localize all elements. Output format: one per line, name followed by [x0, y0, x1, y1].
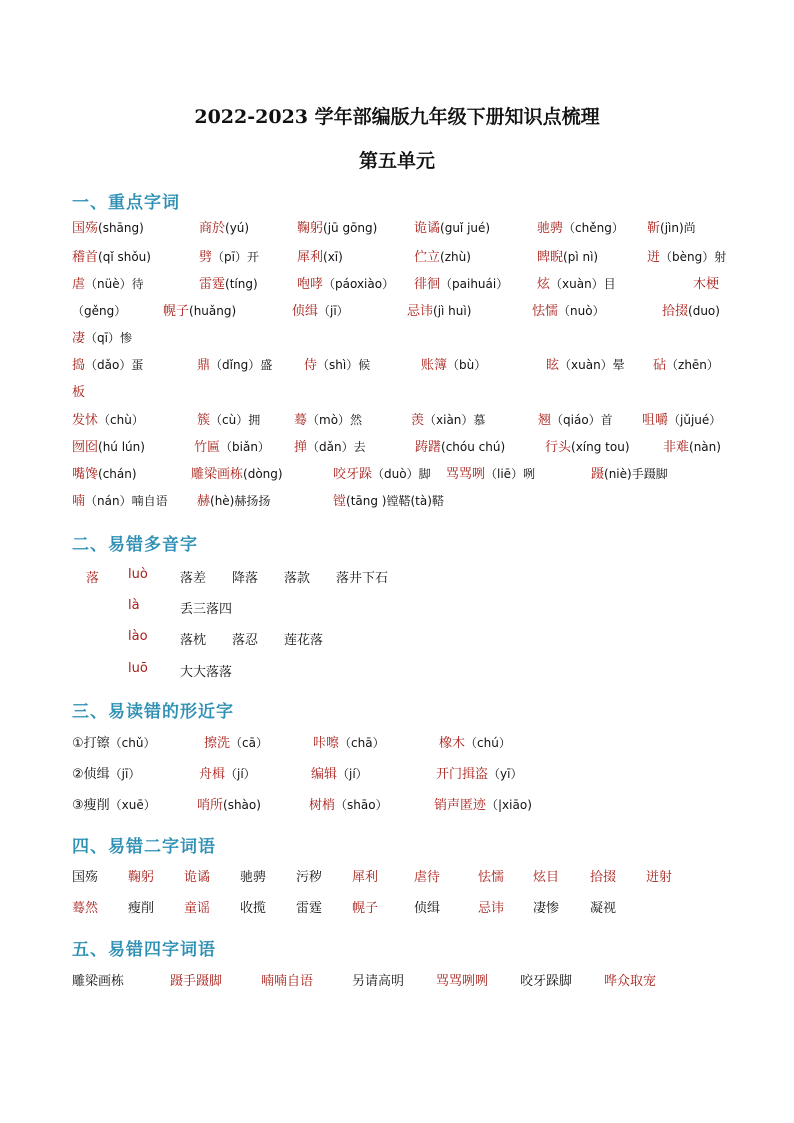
pinyin-text: （dǎo）蛋 — [85, 358, 144, 372]
word-text: 赫 — [197, 494, 211, 509]
word-text: 徘徊 — [414, 277, 441, 292]
word-text: 凄 — [72, 331, 86, 346]
similar-chars-row — [0, 764, 794, 786]
pinyin-text: （cā） — [230, 736, 268, 750]
word-item — [72, 247, 151, 268]
word-item — [662, 301, 720, 322]
pinyin-text: （qiáo）首 — [551, 413, 613, 427]
word-text: 怯懦 — [532, 304, 559, 319]
pinyin-text: (nàn) — [689, 440, 721, 454]
word-item: 炫目 — [533, 870, 560, 885]
word-item — [72, 301, 126, 322]
word-item: 童谣 — [184, 901, 211, 916]
pinyin-text: (shào) — [223, 798, 261, 812]
word-item: 拾掇 — [590, 870, 617, 885]
word-item: 虐待 — [414, 870, 441, 885]
word-item — [199, 247, 259, 268]
word-item — [439, 733, 511, 754]
word-text: 迸 — [647, 250, 661, 265]
word-item: 瘦削 — [128, 901, 155, 916]
document-title: 2022-2023 学年部编版九年级下册知识点梳理 — [194, 106, 600, 128]
word-text: 囫囵 — [72, 440, 99, 455]
word-item: 幌子 — [352, 901, 379, 916]
pinyin-text: （xuàn）晕 — [559, 358, 625, 372]
word-text: 虐 — [72, 277, 86, 292]
word-text: 板 — [72, 385, 86, 400]
similar-chars-row — [0, 733, 794, 755]
word-item: 侦缉 — [414, 901, 441, 916]
word-item: 雕梁画栋 — [72, 974, 125, 989]
word-item — [72, 795, 156, 816]
word-text: 翘 — [538, 413, 552, 428]
pinyin-text: （jī） — [318, 304, 349, 318]
word-item — [197, 355, 272, 376]
polyphone-reading: luò — [128, 567, 148, 582]
word-item — [163, 301, 236, 322]
key-words-row — [0, 491, 794, 513]
pinyin-text: （paihuái） — [440, 277, 509, 291]
pinyin-text: （jí） — [225, 767, 256, 781]
word-text: 蓦 — [294, 413, 308, 428]
word-text: 镗 — [333, 494, 347, 509]
pinyin-text: （shāo） — [335, 798, 388, 812]
pinyin-text: （shì）候 — [317, 358, 371, 372]
polyphone-words: 落枕 落忍 莲花落 — [180, 633, 324, 648]
word-text: ③瘦削 — [72, 798, 110, 813]
word-text: 砧 — [653, 358, 667, 373]
pinyin-text: (tíng) — [225, 277, 258, 291]
word-item — [197, 491, 270, 512]
word-text: 竹匾 — [194, 440, 221, 455]
word-item — [642, 410, 721, 431]
section-heading-polyphones: 二、易错多音字 — [72, 535, 198, 555]
four-char-row — [0, 972, 794, 994]
pinyin-text: (pì nì) — [563, 250, 599, 264]
pinyin-text: (niè)手蹑脚 — [604, 467, 668, 481]
word-text: 编辑 — [311, 767, 338, 782]
word-text: 国殇 — [72, 221, 99, 236]
word-item — [204, 733, 268, 754]
key-words-row — [0, 218, 794, 240]
word-item — [647, 218, 696, 239]
word-item: 雷霆 — [296, 901, 323, 916]
word-item — [72, 733, 155, 754]
pinyin-text: （nuò） — [558, 304, 605, 318]
word-item — [653, 355, 719, 376]
word-item — [414, 247, 471, 268]
pinyin-text: （gěng） — [72, 304, 127, 318]
word-item — [532, 301, 605, 322]
word-text: 咆哮 — [297, 277, 324, 292]
word-item — [72, 355, 143, 376]
word-text: 幌子 — [163, 304, 190, 319]
key-words-row — [0, 382, 794, 404]
pinyin-text: （xuàn）目 — [550, 277, 616, 291]
section-heading-two-char-words: 四、易错二字词语 — [72, 837, 216, 857]
word-item — [538, 410, 613, 431]
word-item — [199, 764, 256, 785]
word-item — [434, 795, 532, 816]
word-item: 怯懦 — [478, 870, 505, 885]
pinyin-text: （dǐng）盛 — [210, 358, 273, 372]
key-words-row — [0, 355, 794, 377]
word-text: 舟楫 — [199, 767, 226, 782]
word-text: 簇 — [197, 413, 211, 428]
polyphone-reading: lào — [128, 629, 148, 644]
pinyin-text: (xī) — [323, 250, 343, 264]
key-words-row — [0, 437, 794, 459]
word-text: 睥睨 — [537, 250, 564, 265]
word-item — [297, 218, 377, 239]
pinyin-text: (hè)赫扬扬 — [210, 494, 271, 508]
pinyin-text: (yú) — [225, 221, 250, 235]
pinyin-text: （mò）然 — [307, 413, 363, 427]
word-item — [537, 247, 598, 268]
word-item — [199, 218, 249, 239]
word-item: 国殇 — [72, 870, 99, 885]
word-text: 非难 — [663, 440, 690, 455]
word-item — [294, 410, 362, 431]
word-item — [297, 274, 394, 295]
word-text: 忌讳 — [407, 304, 434, 319]
word-item: 迸射 — [646, 870, 673, 885]
pinyin-text: （cù）拥 — [210, 413, 261, 427]
word-text: 捣 — [72, 358, 86, 373]
pinyin-text: (tāng )镗鞳(tà)鞳 — [346, 494, 444, 508]
word-text: 咀嚼 — [642, 413, 669, 428]
pinyin-text: (jì huì) — [433, 304, 472, 318]
word-text: 鞠躬 — [297, 221, 324, 236]
word-item — [72, 382, 85, 403]
word-text: 踌躇 — [415, 440, 442, 455]
pinyin-text: （biǎn） — [220, 440, 270, 454]
word-text: 稽首 — [72, 250, 99, 265]
word-item — [313, 733, 385, 754]
polyphone-reading: luō — [128, 661, 148, 676]
word-text: ②侦缉 — [72, 767, 110, 782]
polyphone-words: 落差 降落 落款 落井下石 — [180, 571, 389, 586]
word-text: 鼎 — [197, 358, 211, 373]
word-item — [72, 410, 144, 431]
word-item — [663, 437, 721, 458]
key-words-row — [0, 247, 794, 269]
word-item: 犀利 — [352, 870, 379, 885]
word-text: 掸 — [294, 440, 308, 455]
word-item — [72, 491, 168, 512]
word-item: 诡谲 — [184, 870, 211, 885]
key-words-row — [0, 410, 794, 432]
word-text: 树梢 — [309, 798, 336, 813]
key-words-row — [0, 301, 794, 323]
word-item — [197, 795, 261, 816]
word-text: 侦缉 — [292, 304, 319, 319]
word-item — [199, 274, 258, 295]
polyphone-reading: là — [128, 598, 140, 613]
word-item — [591, 464, 668, 485]
word-text: 靳 — [647, 221, 661, 236]
polyphone-words: 丢三落四 — [180, 602, 233, 617]
pinyin-text: （jǔjué） — [668, 413, 722, 427]
word-text: 开门揖盗 — [436, 767, 489, 782]
word-text: 雷霆 — [199, 277, 226, 292]
polyphone-words: 大大落落 — [180, 665, 233, 680]
word-item — [197, 410, 260, 431]
pinyin-text: （páoxiào） — [323, 277, 395, 291]
word-item — [545, 437, 630, 458]
pinyin-text: (dòng) — [243, 467, 283, 481]
pinyin-text: （qī）惨 — [85, 331, 132, 345]
pinyin-text: (jìn)尚 — [660, 221, 696, 235]
pinyin-text: (chóu chú) — [441, 440, 506, 454]
word-text: 喃 — [72, 494, 86, 509]
polyphone-char: 落 — [86, 571, 100, 586]
word-item — [191, 464, 283, 485]
word-text: 咬牙跺 — [333, 467, 373, 482]
pinyin-text: (hú lún) — [98, 440, 145, 454]
word-item — [72, 464, 137, 485]
pinyin-text: (xíng tou) — [571, 440, 630, 454]
word-text: 发怵 — [72, 413, 99, 428]
two-char-row — [0, 899, 794, 921]
pinyin-text: (duo) — [688, 304, 720, 318]
word-text: ①打镲 — [72, 736, 110, 751]
word-item: 凄惨 — [533, 901, 560, 916]
word-text: 羡 — [411, 413, 425, 428]
pinyin-text: （chǔ） — [109, 736, 156, 750]
pinyin-text: (huǎng) — [189, 304, 237, 318]
word-item — [292, 301, 349, 322]
word-item: 喃喃自语 — [261, 974, 314, 989]
pinyin-text: (zhù) — [440, 250, 471, 264]
word-item — [72, 328, 132, 349]
word-item — [414, 274, 508, 295]
word-item: 蓦然 — [72, 901, 99, 916]
key-words-row — [0, 274, 794, 296]
unit-title: 第五单元 — [358, 150, 435, 172]
word-item: 蹑手蹑脚 — [170, 974, 223, 989]
pinyin-text: （pī）开 — [212, 250, 259, 264]
word-text: 骂骂咧 — [446, 467, 486, 482]
pinyin-text: （yī） — [488, 767, 523, 781]
pinyin-text: （nán）喃自语 — [85, 494, 168, 508]
word-text: 犀利 — [297, 250, 324, 265]
word-text: 商於 — [199, 221, 226, 236]
key-words-row — [0, 464, 794, 486]
pinyin-text: （bù） — [447, 358, 487, 372]
word-item — [294, 437, 366, 458]
word-text: 眩 — [546, 358, 560, 373]
word-text: 劈 — [199, 250, 213, 265]
word-item — [446, 464, 535, 485]
word-item — [647, 247, 726, 268]
pinyin-text: （zhēn） — [666, 358, 719, 372]
section-heading-key-words: 一、重点字词 — [72, 193, 180, 213]
pinyin-text: （chù） — [98, 413, 144, 427]
word-item — [72, 274, 144, 295]
key-words-row — [0, 328, 794, 350]
word-item: 哗众取宠 — [604, 974, 657, 989]
word-item: 咬牙跺脚 — [520, 974, 573, 989]
section-heading-four-char-words: 五、易错四字词语 — [72, 940, 216, 960]
word-text: 诡谲 — [414, 221, 441, 236]
word-item — [414, 218, 490, 239]
word-item — [194, 437, 270, 458]
pinyin-text: (shāng) — [98, 221, 144, 235]
pinyin-text: （chā） — [339, 736, 385, 750]
pinyin-text: （liē）咧 — [485, 467, 536, 481]
word-text: 行头 — [545, 440, 572, 455]
pinyin-text: (qǐ shǒu) — [98, 250, 151, 264]
word-item — [297, 247, 343, 268]
word-item — [546, 355, 625, 376]
pinyin-text: (jū gōng) — [323, 221, 378, 235]
word-text: 拾掇 — [662, 304, 689, 319]
word-item — [693, 274, 719, 295]
word-item: 收揽 — [240, 901, 267, 916]
word-item — [411, 410, 485, 431]
section-heading-similar-chars: 三、易读错的形近字 — [72, 702, 234, 722]
word-text: 侍 — [304, 358, 318, 373]
word-text: 蹑 — [591, 467, 605, 482]
pinyin-text: （jī） — [109, 767, 141, 781]
word-text: 咔嚓 — [313, 736, 340, 751]
word-item — [436, 764, 522, 785]
word-text: 嘴馋 — [72, 467, 99, 482]
word-text: 擦洗 — [204, 736, 231, 751]
word-item: 凝视 — [590, 901, 617, 916]
word-item — [72, 218, 144, 239]
word-item — [537, 218, 624, 239]
word-text: 木梗 — [693, 277, 720, 292]
similar-chars-row — [0, 795, 794, 817]
pinyin-text: (chán) — [98, 467, 137, 481]
word-text: 伫立 — [414, 250, 441, 265]
word-item: 另请高明 — [352, 974, 405, 989]
word-text: 哨所 — [197, 798, 224, 813]
word-item — [537, 274, 616, 295]
word-text: 雕梁画栋 — [191, 467, 244, 482]
pinyin-text: （duò）脚 — [372, 467, 431, 481]
word-item: 污秽 — [296, 870, 323, 885]
pinyin-text: （xiàn）慕 — [424, 413, 486, 427]
two-char-row — [0, 868, 794, 890]
pinyin-text: （dǎn）去 — [307, 440, 366, 454]
word-item — [421, 355, 486, 376]
word-item: 鞠躬 — [128, 870, 155, 885]
word-item — [311, 764, 368, 785]
word-item: 驰骋 — [240, 870, 267, 885]
word-item: 骂骂咧咧 — [436, 974, 489, 989]
word-item — [309, 795, 388, 816]
word-item — [304, 355, 370, 376]
pinyin-text: （bèng）射 — [660, 250, 727, 264]
pinyin-text: (guǐ jué) — [440, 221, 491, 235]
word-item — [72, 764, 140, 785]
word-text: 账簿 — [421, 358, 448, 373]
word-item — [72, 437, 145, 458]
pinyin-text: （nüè）待 — [85, 277, 144, 291]
pinyin-text: （chú） — [465, 736, 511, 750]
pinyin-text: （chěng） — [563, 221, 624, 235]
pinyin-text: （jí） — [337, 767, 368, 781]
word-text: 橡木 — [439, 736, 466, 751]
word-text: 驰骋 — [537, 221, 564, 236]
word-item — [333, 464, 431, 485]
word-item — [415, 437, 505, 458]
word-item: 忌讳 — [478, 901, 505, 916]
word-text: 销声匿迹 — [434, 798, 487, 813]
word-item — [407, 301, 471, 322]
pinyin-text: （|xiāo) — [486, 798, 532, 812]
word-item — [333, 491, 444, 512]
word-text: 炫 — [537, 277, 551, 292]
pinyin-text: （xuē） — [109, 798, 156, 812]
